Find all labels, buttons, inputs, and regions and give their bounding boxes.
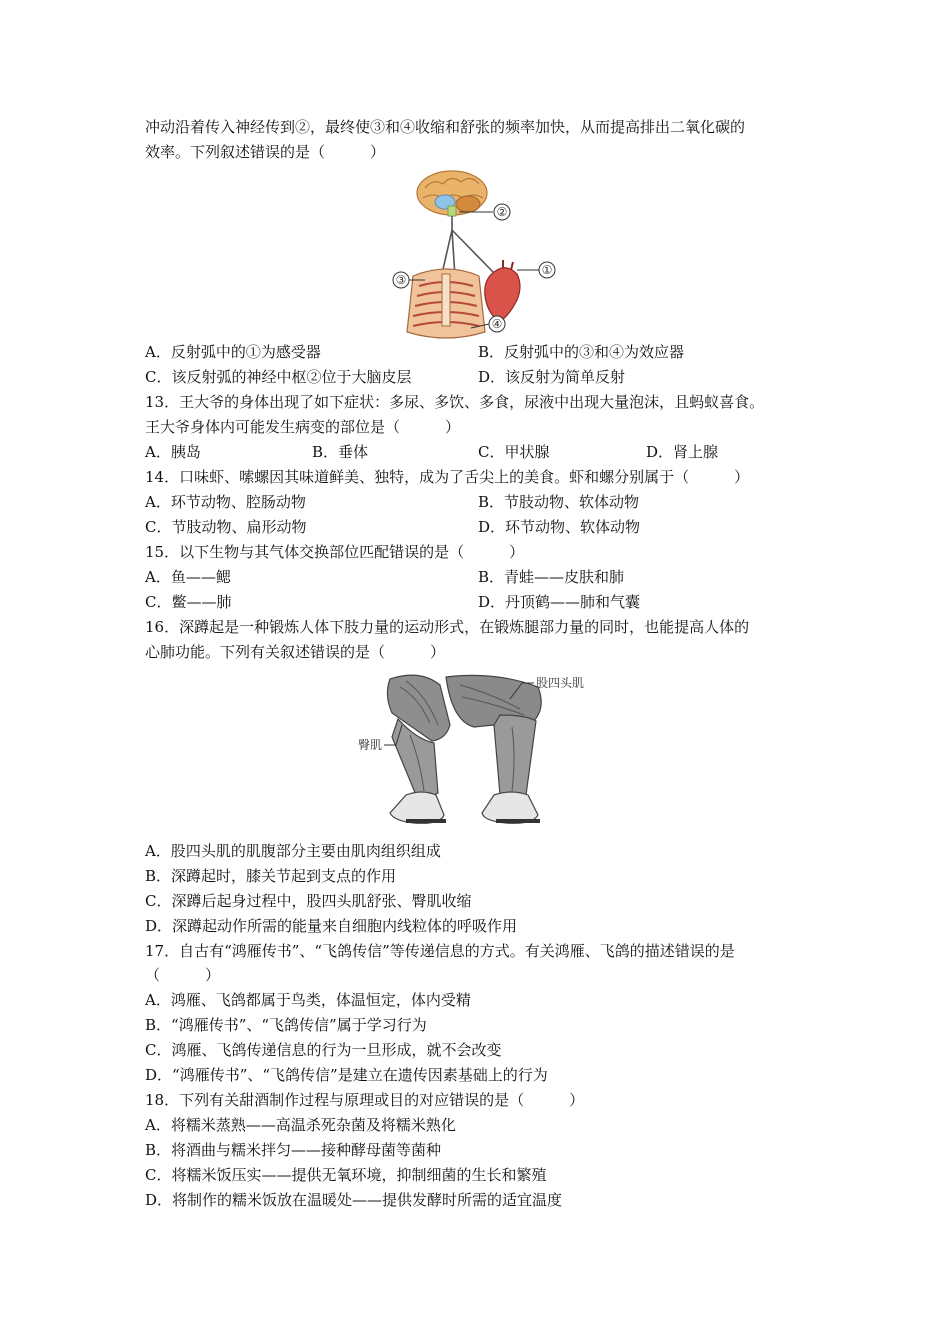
q12-option-d: D．该反射为简单反射 bbox=[478, 368, 626, 386]
q16-option-d: D．深蹲起动作所需的能量来自细胞内线粒体的呼吸作用 bbox=[145, 917, 518, 935]
q13-stem-line2: 王大爷身体内可能发生病变的部位是（ ） bbox=[145, 418, 461, 436]
q16-stem-line2: 心肺功能。下列有关叙述错误的是（ ） bbox=[145, 643, 446, 661]
q18-option-b: B．将酒曲与糯米拌匀——接种酵母菌等菌种 bbox=[145, 1141, 442, 1159]
q12-option-b: B．反射弧中的③和④为效应器 bbox=[478, 343, 685, 361]
q13-option-d: D．肾上腺 bbox=[646, 443, 719, 461]
q18-stem-line1: 18．下列有关甜酒制作过程与原理或目的对应错误的是（ ） bbox=[145, 1091, 585, 1109]
q15-option-d: D．丹顶鹤——肺和气囊 bbox=[478, 593, 641, 611]
label-4: ④ bbox=[491, 317, 503, 331]
q13-option-a: A．胰岛 bbox=[145, 443, 201, 461]
q17-option-a: A．鸿雁、飞鸽都属于鸟类，体温恒定，体内受精 bbox=[145, 991, 471, 1009]
q16-option-b: B．深蹲起时，膝关节起到支点的作用 bbox=[145, 867, 397, 885]
squat-figure bbox=[350, 665, 600, 837]
q17-stem-line1: 17．自古有“鸿雁传书”、“飞鸽传信”等传递信息的方式。有关鸿雁、飞鸽的描述错误的是 bbox=[145, 942, 735, 960]
q13-option-b: B．垂体 bbox=[312, 443, 369, 461]
q14-option-d: D．环节动物、软体动物 bbox=[478, 518, 641, 536]
q18-option-a: A．将糯米蒸熟——高温杀死杂菌及将糯米熟化 bbox=[145, 1116, 456, 1134]
q14-option-b: B．节肢动物、软体动物 bbox=[478, 493, 640, 511]
label-3: ③ bbox=[395, 273, 407, 287]
q17-option-c: C．鸿雁、飞鸽传递信息的行为一旦形成，就不会改变 bbox=[145, 1041, 502, 1059]
label-2: ② bbox=[496, 205, 508, 219]
q12-option-c: C．该反射弧的神经中枢②位于大脑皮层 bbox=[145, 368, 412, 386]
q12-stem-line1: 冲动沿着传入神经传到②，最终使③和④收缩和舒张的频率加快，从而提高排出二氧化碳的 bbox=[145, 118, 746, 136]
quad-label: 股四头肌 bbox=[536, 676, 585, 690]
legs-muscle-illustration bbox=[387, 675, 541, 823]
reflex-arc-figure bbox=[385, 168, 565, 340]
q14-option-c: C．节肢动物、扁形动物 bbox=[145, 518, 307, 536]
q17-option-b: B．“鸿雁传书”、“飞鸽传信”属于学习行为 bbox=[145, 1016, 427, 1034]
q16-option-a: A．股四头肌的肌腹部分主要由肌肉组织组成 bbox=[145, 842, 441, 860]
q17-stem-line2: （ ） bbox=[145, 966, 221, 984]
q18-option-c: C．将糯米饭压实——提供无氧环境，抑制细菌的生长和繁殖 bbox=[145, 1166, 547, 1184]
q13-option-c: C．甲状腺 bbox=[478, 443, 550, 461]
q12-option-a: A．反射弧中的①为感受器 bbox=[145, 343, 321, 361]
label-1: ① bbox=[541, 263, 553, 277]
q18-option-d: D．将制作的糯米饭放在温暖处——提供发酵时所需的适宜温度 bbox=[145, 1191, 563, 1209]
q13-stem-line1: 13．王大爷的身体出现了如下症状：多尿、多饮、多食，尿液中出现大量泡沫，且蚂蚁喜食。 bbox=[145, 393, 765, 411]
q14-stem-line1: 14．口味虾、嗦螺因其味道鲜美、独特，成为了舌尖上的美食。虾和螺分别属于（ ） bbox=[145, 468, 750, 486]
q16-option-c: C．深蹲后起身过程中，股四头肌舒张、臀肌收缩 bbox=[145, 892, 472, 910]
q14-option-a: A．环节动物、腔肠动物 bbox=[145, 493, 306, 511]
q15-option-a: A．鱼——鳃 bbox=[145, 568, 231, 586]
q12-stem-line2: 效率。下列叙述错误的是（ ） bbox=[145, 143, 386, 161]
q15-option-b: B．青蛙——皮肤和肺 bbox=[478, 568, 625, 586]
glute-label: 臀肌 bbox=[358, 738, 383, 752]
q15-stem-line1: 15．以下生物与其气体交换部位匹配错误的是（ ） bbox=[145, 543, 525, 561]
q16-stem-line1: 16．深蹲起是一种锻炼人体下肢力量的运动形式，在锻炼腿部力量的同时，也能提高人体的 bbox=[145, 618, 750, 636]
brain-illustration bbox=[417, 171, 487, 216]
q17-option-d: D．“鸿雁传书”、“飞鸽传信”是建立在遗传因素基础上的行为 bbox=[145, 1066, 548, 1084]
q15-option-c: C．鳖——肺 bbox=[145, 593, 232, 611]
